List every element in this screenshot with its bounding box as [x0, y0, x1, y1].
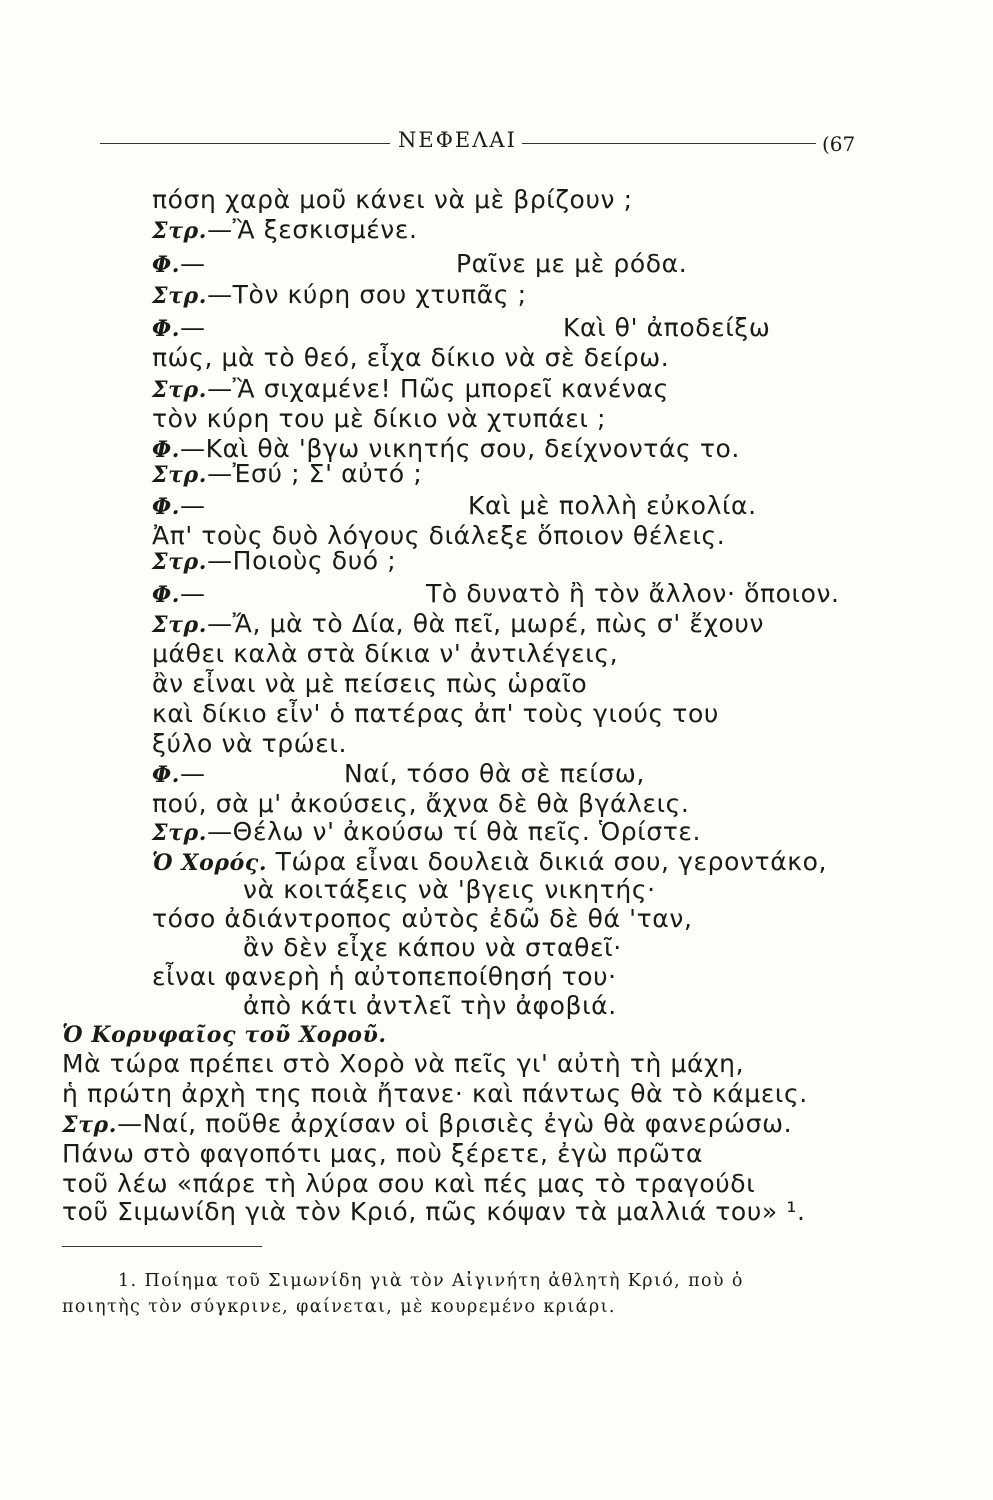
dialogue-line: Φ.—Καὶ θὰ 'βγω νικητής σου, δείχνοντάς το.	[152, 434, 740, 463]
dialogue-line: Φ.—	[152, 249, 206, 278]
line-text: Ἄ, μὰ τὸ Δία, θὰ πεῖ, μωρέ, πὼς σ' ἔχουν	[232, 609, 765, 638]
dialogue-line	[243, 992, 617, 1020]
speaker-label: Φ.	[152, 762, 181, 788]
dialogue-line: Φ.—	[152, 579, 206, 608]
speaker-label: Ὁ Χορός.	[152, 850, 268, 876]
footnote-line: ποιητὴς τὸν σύγκρινε, φαίνεται, μὲ κουρεμένο κριάρι.	[62, 1297, 616, 1317]
speaker-label: Φ.	[152, 437, 181, 463]
line-text: Καὶ μὲ πολλὴ εὐκολία.	[468, 491, 757, 520]
line-text: ἡ πρώτη ἀρχὴ της ποιὰ ἤτανε· καὶ πάντως θὰ τὸ κάμεις.	[62, 1079, 808, 1108]
dialogue-line	[62, 1170, 755, 1198]
dialogue-line	[243, 876, 656, 904]
speaker-label: Στρ.	[152, 377, 208, 403]
line-text: νὰ κοιτάξεις νὰ 'βγεις νικητής·	[243, 875, 656, 904]
dialogue-line: Στρ.—Ἂ ξεσκισμένε.	[152, 215, 418, 244]
dialogue-line: Στρ.—Ἄ, μὰ τὸ Δία, θὰ πεῖ, μωρέ, πὼς σ' ἔχουν	[152, 609, 765, 638]
dialogue-line-continuation	[468, 492, 757, 520]
dialogue-line-continuation	[426, 580, 840, 608]
speaker-label: Στρ.	[152, 612, 208, 638]
speaker-label: Φ.	[152, 494, 181, 520]
line-text: Τὸν κύρη σου χτυπᾶς ;	[232, 280, 527, 309]
line-text: Ἀπ' τοὺς δυὸ λόγους διάλεξε ὅποιον θέλεις.	[152, 521, 726, 550]
speaker-label: Φ.	[152, 582, 181, 608]
dialogue-line-continuation	[456, 250, 687, 278]
dialogue-line	[152, 640, 618, 668]
dialogue-line	[152, 700, 719, 728]
footnote-line: 1. Ποίημα τοῦ Σιμωνίδη γιὰ τὸν Αἰγινήτη ἀθλητὴ Κριό, ποὺ ὁ	[118, 1271, 744, 1291]
dialogue-line	[152, 186, 633, 214]
dialogue-line: Στρ.—Θέλω ν' ἀκούσω τί θὰ πεῖς. Ὁρίστε.	[152, 817, 702, 846]
dialogue-line	[152, 905, 693, 933]
line-text: τοῦ λέω «πάρε τὴ λύρα σου καὶ πές μας τὸ τραγούδι	[62, 1169, 756, 1198]
header-rule-left	[100, 143, 390, 144]
dialogue-line	[62, 1140, 703, 1168]
dialogue-line: Φ.—	[152, 313, 206, 342]
line-text: ἀπὸ κάτι ἀντλεῖ τὴν ἀφοβιά.	[243, 991, 617, 1020]
dialogue-line	[152, 963, 617, 991]
speaker-label: Στρ.	[152, 820, 208, 846]
line-text: Ἂ ξεσκισμένε.	[232, 215, 418, 244]
dialogue-line	[152, 848, 827, 877]
speaker-label: Φ.	[152, 316, 181, 342]
dialogue-line	[152, 670, 587, 698]
dialogue-line: Στρ.—Ναί, ποῦθε ἀρχίσαν οἱ βρισιὲς ἐγὼ θὰ φανερώσω.	[62, 1109, 793, 1138]
dialogue-line	[152, 730, 347, 758]
dialogue-line: Στρ.—Ἂ σιχαμένε! Πῶς μπορεῖ κανένας	[152, 374, 669, 403]
line-text: Τὸ δυνατὸ ἢ τὸν ἄλλον· ὅποιον.	[426, 579, 840, 608]
line-text: Θέλω ν' ἀκούσω τί θὰ πεῖς. Ὁρίστε.	[232, 817, 702, 846]
dialogue-line: Στρ.—Τὸν κύρη σου χτυπᾶς ;	[152, 280, 527, 309]
speaker-label: Φ.	[152, 252, 181, 278]
line-text: Πάνω στὸ φαγοπότι μας, ποὺ ξέρετε, ἐγὼ πρῶτα	[62, 1139, 704, 1168]
dialogue-line	[152, 344, 669, 372]
line-text: Ἐσύ ; Σ' αὐτό ;	[232, 459, 423, 488]
running-header	[100, 128, 860, 158]
line-text: πώς, μὰ τὸ θεό, εἶχα δίκιο νὰ σὲ δείρω.	[152, 343, 670, 372]
dialogue-line	[62, 1020, 387, 1049]
footnote-rule	[62, 1246, 262, 1247]
line-text: ἂν εἶναι νὰ μὲ πείσεις πὼς ὡραῖο	[152, 669, 588, 698]
line-text: μάθει καλὰ στὰ δίκια ν' ἀντιλέγεις,	[152, 639, 619, 668]
dialogue-line	[62, 1050, 744, 1078]
line-text: Ἂ σιχαμένε! Πῶς μπορεῖ κανένας	[232, 374, 669, 403]
dialogue-line-continuation	[563, 314, 770, 342]
speaker-label: Ὁ Κορυφαῖος τοῦ Χοροῦ.	[62, 1022, 387, 1048]
header-rule-right	[522, 143, 816, 144]
dialogue-line: Στρ.—Ποιοὺς δυό ;	[152, 546, 397, 575]
running-title: ΝΕΦΕΛΑΙ	[398, 128, 517, 152]
dialogue-line	[152, 790, 689, 818]
line-text: εἶναι φανερὴ ἡ αὐτοπεποίθησή του·	[152, 962, 617, 991]
line-text: πόση χαρὰ μοῦ κάνει νὰ μὲ βρίζουν ;	[152, 185, 633, 214]
speaker-label: Στρ.	[152, 549, 208, 575]
line-text: πού, σὰ μ' ἀκούσεις, ἄχνα δὲ θὰ βγάλεις.	[152, 789, 690, 818]
dialogue-line: Στρ.—Ἐσύ ; Σ' αὐτό ;	[152, 459, 423, 488]
line-text: Ναί, τόσο θὰ σὲ πείσω,	[344, 759, 645, 788]
speaker-label: Στρ.	[152, 218, 208, 244]
line-text: Τώρα εἶναι δουλειὰ δικιά σου, γεροντάκο,	[275, 847, 828, 876]
line-text: Μὰ τώρα πρέπει στὸ Χορὸ νὰ πεῖς γι' αὐτὴ τὴ μάχη,	[62, 1049, 745, 1078]
line-text: ἂν δὲν εἶχε κάπου νὰ σταθεῖ·	[243, 933, 622, 962]
line-text: Ποιοὺς δυό ;	[232, 546, 397, 575]
dialogue-line	[243, 934, 622, 962]
line-text: Καὶ θ' ἀποδείξω	[563, 313, 771, 342]
dialogue-line	[62, 1198, 806, 1226]
line-text: τόσο ἀδιάντροπος αὐτὸς ἐδῶ δὲ θά 'ταν,	[152, 904, 693, 933]
line-text: Ναί, ποῦθε ἀρχίσαν οἱ βρισιὲς ἐγὼ θὰ φανερώσω.	[142, 1109, 793, 1138]
line-text: καὶ δίκιο εἶν' ὁ πατέρας ἀπ' τοὺς γιούς του	[152, 699, 719, 728]
line-text: Ραῖνε με μὲ ρόδα.	[456, 249, 688, 278]
dialogue-line	[62, 1080, 808, 1108]
speaker-label: Στρ.	[152, 462, 208, 488]
line-text: ξύλο νὰ τρώει.	[152, 729, 348, 758]
speaker-label: Στρ.	[62, 1112, 118, 1138]
line-text: τὸν κύρη του μὲ δίκιο νὰ χτυπάει ;	[152, 404, 607, 433]
dialogue-line: Φ.—	[152, 759, 206, 788]
dialogue-line-continuation	[344, 760, 645, 788]
line-text: Καὶ θὰ 'βγω νικητής σου, δείχνοντάς το.	[205, 434, 740, 463]
speaker-label: Στρ.	[152, 283, 208, 309]
dialogue-line	[152, 405, 606, 433]
page-number: (67	[822, 132, 856, 156]
dialogue-line: Φ.—	[152, 491, 206, 520]
line-text: τοῦ Σιμωνίδη γιὰ τὸν Κριό, πῶς κόψαν τὰ μαλλιά του» ¹.	[62, 1197, 806, 1226]
